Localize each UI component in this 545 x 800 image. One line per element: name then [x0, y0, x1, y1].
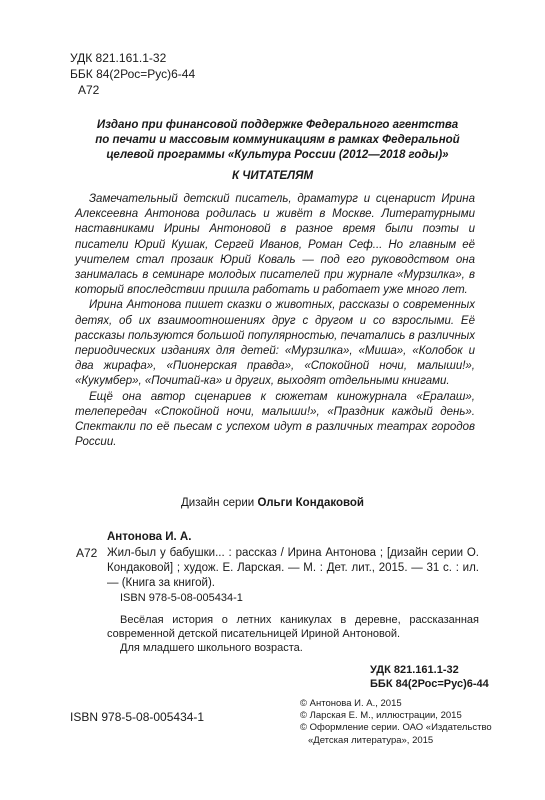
catalog-codes [370, 663, 489, 691]
udk-code: УДК 821.161.1-32 [70, 51, 167, 65]
copyright-line: © Оформление серии. ОАО «Издательство [300, 722, 492, 734]
intro-text [75, 192, 475, 450]
catalog-entry [107, 546, 479, 590]
catalog-author: Антонова И. А. [107, 531, 192, 543]
copyright-block [300, 698, 492, 747]
annotation [107, 613, 479, 655]
copyright-line: «Детская литература», 2015 [308, 734, 434, 746]
catalog-description: Жил-был у бабушки... : рассказ / Ирина Антонова ; [дизайн серии О. Кондаковой] ; худож. Е. Ларская. — М. : Дет. лит., 2015. — 31 с. : ил. — (Книга за книгой). [107, 547, 479, 589]
readers-heading: К ЧИТАТЕЛЯМ [231, 170, 314, 182]
copyright-line: © Ларская Е. М., иллюстрации, 2015 [300, 710, 462, 722]
series-design-credit [0, 497, 545, 509]
funding-line: по печати и массовым коммуникациям в рамках Федеральной [95, 134, 460, 146]
design-prefix: Дизайн серии [180, 497, 255, 509]
annotation-age: Для младшего школьного возраста. [120, 642, 303, 654]
funding-note [80, 118, 475, 163]
catalog-udk: УДК 821.161.1-32 [370, 664, 459, 676]
catalog-bbk: ББК 84(2Рос=Рус)6-44 [370, 678, 489, 690]
catalog-isbn: ISBN 978-5-08-005434-1 [120, 592, 243, 604]
author-mark: А72 [78, 83, 100, 97]
funding-line: Издано при финансовой поддержке Федерального агентства [96, 119, 459, 131]
designer-name: Ольги Кондаковой [257, 497, 364, 509]
intro-paragraph: Ирина Антонова пишет сказки о животных, рассказы о современных детях, об их взаимоотношениях друг с другом и со взрослыми. Её рассказы пользуются большой популярностью, печатались в различных периодических изданиях для детей: «Мурзилка», «Миша», «Колобок и два жирафа», «Пионерская правда», «Спокойной ночи, малыши!», «Кукумбер», «Почитай-ка» и других, выходят отдельными книгами. [75, 299, 475, 388]
intro-paragraph: Замечательный детский писатель, драматург и сценарист Ирина Алексеевна Антонова родилась и живёт в Москве. Литературными наставниками Ирины Антоновой в разное время были поэты и писатели Юрий Кушак, Сергей Иванов, Роман Сеф... Но главным её учителем стал прозаик Юрий Коваль — под его руководством она занималась в семинаре молодых писателей при журнале «Мурзилка», в который впоследствии пришла работать и работает уже много лет. [75, 193, 475, 297]
bottom-isbn: ISBN 978-5-08-005434-1 [70, 710, 205, 724]
catalog-code: А72 [76, 546, 98, 560]
copyright-line: © Антонова И. А., 2015 [300, 698, 402, 709]
intro-paragraph: Ещё она автор сценариев к сюжетам киножурнала «Ералаш», телепередач «Спокойной ночи, малыши!», «Праздник каждый день». Спектакли по её пьесам с успехом идут в различных театрах городов России. [75, 390, 475, 449]
funding-line: целевой программы «Культура России (2012—2018 годы)» [106, 149, 449, 161]
annotation-text: Весёлая история о летних каникулах в деревне, рассказанная современной детской писательницей Ириной Антоновой. [107, 614, 479, 640]
classification-codes [70, 50, 195, 98]
bbk-code: ББК 84(2Рос=Рус)6-44 [70, 67, 196, 81]
